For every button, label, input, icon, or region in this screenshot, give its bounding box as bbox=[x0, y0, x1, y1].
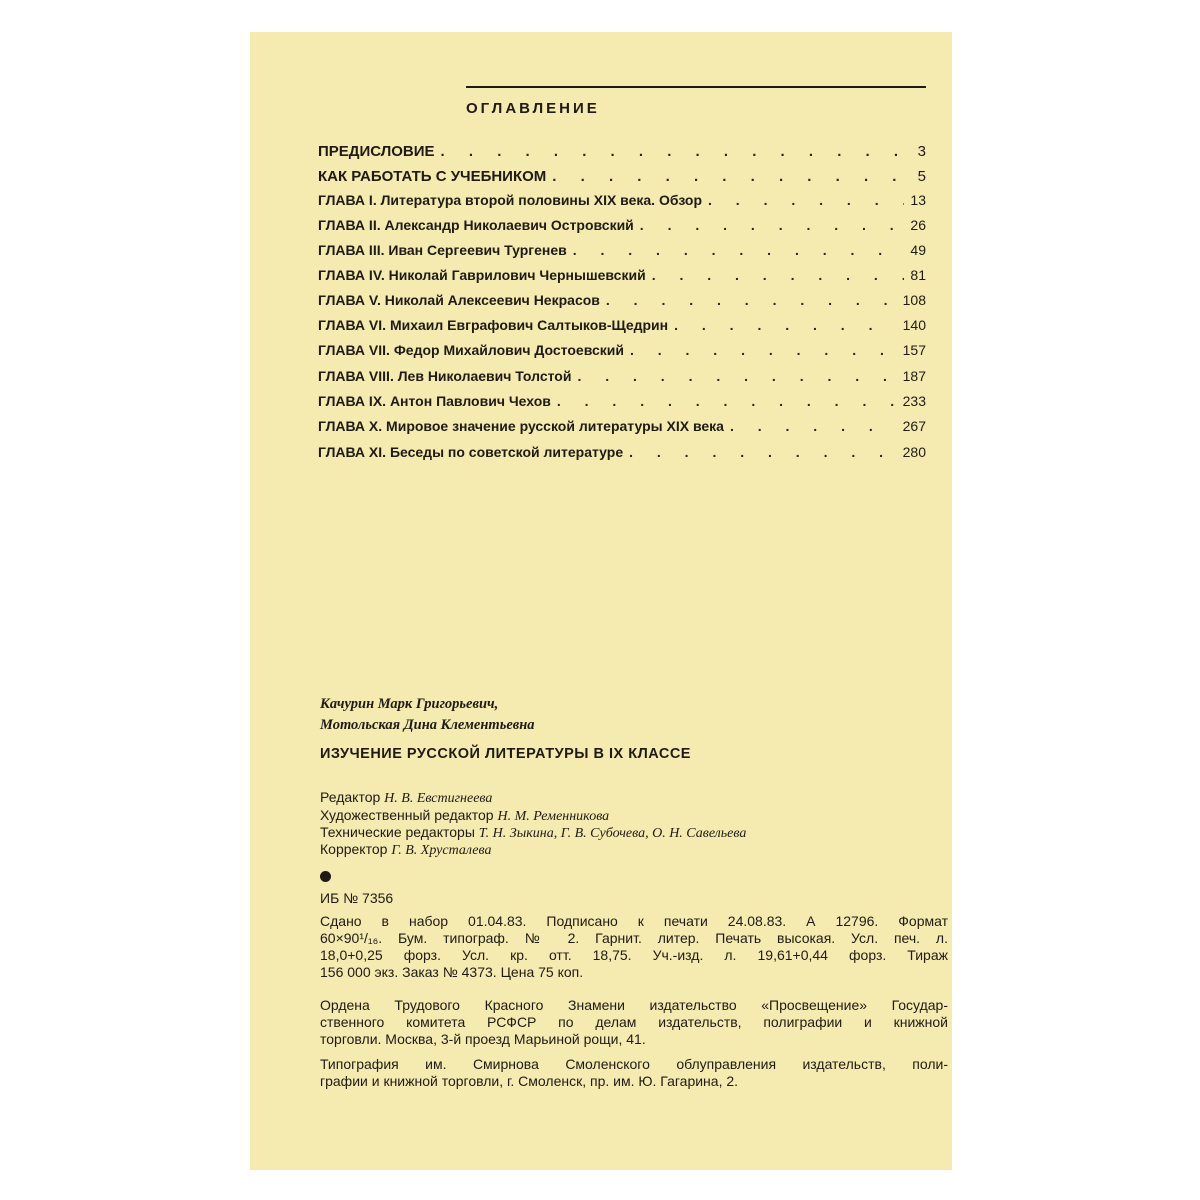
publisher-line: торговли. Москва, 3-й проезд Марьиной рощи, 41. bbox=[320, 1031, 646, 1047]
toc-entry-page: 187 bbox=[902, 368, 926, 384]
book-title: ИЗУЧЕНИЕ РУССКОЙ ЛИТЕРАТУРЫ В IX КЛАССЕ bbox=[320, 746, 691, 762]
toc-entry bbox=[318, 368, 926, 390]
toc-entry bbox=[318, 317, 926, 339]
book-page bbox=[250, 32, 952, 1170]
staff-names: Т. Н. Зыкина, Г. В. Субочева, О. Н. Савельева bbox=[478, 826, 747, 841]
toc-entry-label: ГЛАВА IV. Николай Гаврилович Чернышевский bbox=[318, 267, 646, 283]
toc-entry bbox=[318, 342, 926, 364]
toc-entry-label: ГЛАВА VI. Михаил Евграфович Салтыков-Щедрин bbox=[318, 317, 669, 333]
toc-entry-label: ГЛАВА X. Мировое значение русской литературы XIX века bbox=[318, 418, 724, 434]
toc-entry bbox=[318, 292, 926, 314]
toc-leader bbox=[606, 292, 897, 308]
toc-entry-page: 5 bbox=[917, 168, 926, 185]
toc-leader bbox=[573, 242, 905, 258]
print-details-line: Сдано в набор 01.04.83. Подписано к печати 24.08.83. А 12796. Формат bbox=[320, 913, 948, 929]
toc-leader bbox=[640, 217, 905, 233]
toc-entry-label: ГЛАВА III. Иван Сергеевич Тургенев bbox=[318, 242, 567, 258]
print-details-line: 18,0+0,25 форз. Усл. кр. отт. 18,75. Уч.-изд. л. 19,61+0,44 форз. Тираж bbox=[320, 947, 948, 963]
staff-role: Художественный редактор bbox=[320, 807, 494, 823]
staff-line bbox=[320, 824, 746, 842]
printer-line: графии и книжной торговли, г. Смоленск, пр. им. Ю. Гагарина, 2. bbox=[320, 1073, 739, 1089]
toc-entry-label: КАК РАБОТАТЬ С УЧЕБНИКОМ bbox=[318, 168, 547, 185]
toc-entry-page: 267 bbox=[902, 418, 926, 434]
printer-info bbox=[320, 1056, 948, 1090]
toc-leader bbox=[557, 393, 897, 409]
publisher-line: ственного комитета РСФСР по делам издательств, полиграфии и книжной bbox=[320, 1014, 948, 1030]
toc-entry-page: 81 bbox=[910, 267, 926, 283]
toc-leader bbox=[441, 143, 912, 160]
toc-entry-label: ПРЕДИСЛОВИЕ bbox=[318, 143, 435, 160]
staff-role: Редактор bbox=[320, 789, 381, 805]
toc-entry-label: ГЛАВА VIII. Лев Николаевич Толстой bbox=[318, 368, 572, 384]
toc-entry-page: 157 bbox=[902, 342, 926, 358]
staff-role: Корректор bbox=[320, 841, 388, 857]
toc-entry bbox=[318, 168, 926, 190]
bullet-mark bbox=[320, 871, 331, 882]
toc-entry bbox=[318, 267, 926, 289]
toc-entry-page: 3 bbox=[917, 143, 926, 160]
toc-leader bbox=[630, 342, 897, 358]
toc-entry-page: 49 bbox=[910, 242, 926, 258]
toc-entry bbox=[318, 143, 926, 165]
toc-entry bbox=[318, 217, 926, 239]
toc-entry bbox=[318, 242, 926, 264]
printer-line: Типография им. Смирнова Смоленского облуправления издательств, поли- bbox=[320, 1056, 948, 1072]
toc-entry-page: 26 bbox=[910, 217, 926, 233]
print-details-line: 60×90¹/₁₆. Бум. типограф. № 2. Гарнит. литер. Печать высокая. Усл. печ. л. bbox=[320, 930, 948, 946]
staff-line bbox=[320, 789, 492, 807]
top-rule bbox=[466, 86, 926, 88]
toc-entry bbox=[318, 444, 926, 466]
toc-entry bbox=[318, 418, 926, 440]
toc-entry-label: ГЛАВА V. Николай Алексеевич Некрасов bbox=[318, 292, 600, 308]
author-2: Мотольская Дина Клементьевна bbox=[320, 717, 535, 733]
toc-entry-label: ГЛАВА II. Александр Николаевич Островский bbox=[318, 217, 634, 233]
toc-leader bbox=[652, 267, 905, 283]
toc-entry-label: ГЛАВА I. Литература второй половины XIX века. Обзор bbox=[318, 192, 703, 208]
author-1: Качурин Марк Григорьевич, bbox=[320, 696, 499, 712]
staff-line bbox=[320, 807, 609, 825]
toc-entry-page: 280 bbox=[902, 444, 926, 460]
print-details-line: 156 000 экз. Заказ № 4373. Цена 75 коп. bbox=[320, 964, 584, 980]
print-details bbox=[320, 913, 948, 981]
toc-leader bbox=[708, 192, 904, 208]
toc-leader bbox=[674, 317, 897, 333]
toc-entry-label: ГЛАВА XI. Беседы по советской литературе bbox=[318, 444, 624, 460]
ib-number: ИБ № 7356 bbox=[320, 890, 394, 906]
toc-leader bbox=[552, 168, 911, 185]
toc-entry-page: 233 bbox=[902, 393, 926, 409]
staff-names: Г. В. Хрусталева bbox=[391, 843, 492, 858]
toc-entry bbox=[318, 192, 926, 214]
toc-entry-label: ГЛАВА IX. Антон Павлович Чехов bbox=[318, 393, 551, 409]
publisher-info bbox=[320, 997, 948, 1048]
toc-entry bbox=[318, 393, 926, 415]
toc-heading: ОГЛАВЛЕНИЕ bbox=[466, 100, 600, 117]
toc-entry-page: 140 bbox=[902, 317, 926, 333]
toc-entry-label: ГЛАВА VII. Федор Михайлович Достоевский bbox=[318, 342, 624, 358]
toc-entry-page: 13 bbox=[910, 192, 926, 208]
staff-role: Технические редакторы bbox=[320, 824, 475, 840]
publisher-line: Ордена Трудового Красного Знамени издательство «Просвещение» Государ- bbox=[320, 997, 948, 1013]
toc-leader bbox=[629, 444, 897, 460]
staff-line bbox=[320, 841, 492, 859]
staff-names: Н. М. Ременникова bbox=[497, 809, 610, 824]
staff-names: Н. В. Евстигнеева bbox=[384, 791, 493, 806]
toc-leader bbox=[730, 418, 897, 434]
toc-leader bbox=[577, 368, 896, 384]
toc-entry-page: 108 bbox=[902, 292, 926, 308]
